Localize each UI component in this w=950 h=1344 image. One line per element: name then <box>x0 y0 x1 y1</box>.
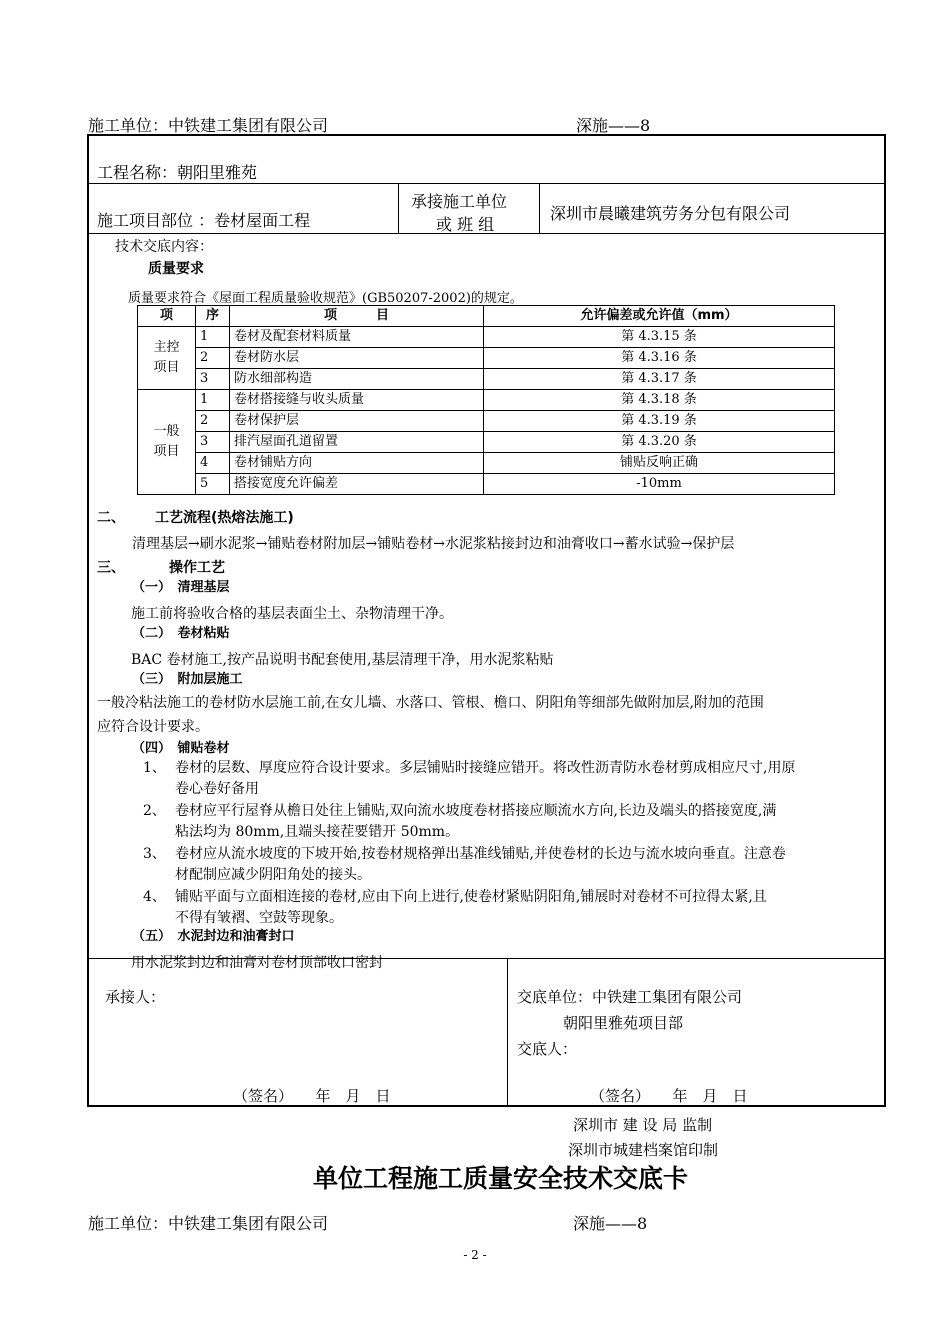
header-code: 深施——8 <box>576 116 651 135</box>
list-item-line: 铺贴平面与立面相连接的卷材,应由下向上进行,使卷材紧贴阴阳角,铺展时对卷材不可拉得太紧,且 <box>175 889 767 905</box>
issuer-person-label: 交底人： <box>517 1040 578 1058</box>
item-cell: 卷材防水层 <box>230 348 484 369</box>
item-cell: 卷材及配套材料质量 <box>230 327 484 348</box>
footer-print: 深圳市城建档案馆印制 <box>568 1141 719 1159</box>
section3-title: 操作工艺 <box>169 560 225 576</box>
footer-supervise: 深圳市 建 设 局 监制 <box>573 1116 713 1134</box>
list-item-number: 1、 <box>143 760 166 776</box>
section2-text: 清理基层→刷水泥浆→铺贴卷材附加层→铺贴卷材→水泥浆粘接封边和油膏收口→蓄水试验→保护层 <box>132 536 735 552</box>
item-cell: 防水细部构造 <box>230 369 484 390</box>
quality-table <box>137 305 835 495</box>
table-row <box>138 411 835 432</box>
document-title: 单位工程施工质量安全技术交底卡 <box>313 1164 689 1193</box>
sign-date-right: （签名） 年 月 日 <box>590 1087 748 1105</box>
item-cell: 卷材搭接缝与收头质量 <box>230 390 484 411</box>
footer-code: 深施——8 <box>573 1214 648 1233</box>
project-name: 工程名称：朝阳里雅苑 <box>97 163 258 182</box>
table-row <box>138 369 835 390</box>
footer-unit: 施工单位：中铁建工集团有限公司 <box>88 1214 329 1233</box>
table-row <box>138 453 835 474</box>
contractor-label-2: 或 班 组 <box>436 215 495 234</box>
sub5-title: （五） 水泥封边和油膏封口 <box>132 929 295 944</box>
table-row <box>138 432 835 453</box>
sub1-text: 施工前将验收合格的基层表面尘土、杂物清理干净。 <box>131 606 453 622</box>
page-number: - 2 - <box>463 1248 487 1262</box>
value-cell: 第 4.3.18 条 <box>484 390 835 411</box>
group-label-line: 一般 <box>153 424 180 439</box>
list-item-line: 卷材的层数、厚度应符合设计要求。多层铺贴时接缝应错开。将改性沥青防水卷材剪成相应尺寸,用原 <box>175 760 796 776</box>
quality-title: 质量要求 <box>148 261 204 277</box>
issuer-unit: 交底单位：中铁建工集团有限公司 <box>517 988 743 1006</box>
value-cell: -10mm <box>484 474 835 495</box>
list-item-number: 4、 <box>143 889 166 905</box>
list-item-line: 材配制应减少阴阳角处的接头。 <box>175 867 371 883</box>
sub3-text-line2: 应符合设计要求。 <box>97 719 209 735</box>
quality-text: 质量要求符合《屋面工程质量验收规范》(GB50207-2002)的规定。 <box>128 291 523 306</box>
seq-cell: 5 <box>196 474 230 495</box>
sub1-title: （一） 清理基层 <box>132 580 230 595</box>
group-label-line: 主控 <box>153 340 180 355</box>
sub2-text: BAC 卷材施工,按产品说明书配套使用,基层清理干净，用水泥浆粘贴 <box>131 652 554 668</box>
group-label-line: 项目 <box>153 444 180 459</box>
group-label-line: 项目 <box>153 360 180 375</box>
contractor-value: 深圳市晨曦建筑劳务分包有限公司 <box>550 204 791 223</box>
table-row <box>138 348 835 369</box>
table-row <box>138 327 835 348</box>
section2-title: 工艺流程(热熔法施工) <box>155 510 294 526</box>
list-item-line: 不得有皱褶、空鼓等现象。 <box>175 910 343 926</box>
contractor-label-1: 承接施工单位 <box>411 192 508 211</box>
sub2-title: （二） 卷材粘贴 <box>132 626 230 641</box>
value-cell: 第 4.3.19 条 <box>484 411 835 432</box>
value-cell: 铺贴反响正确 <box>484 453 835 474</box>
table-header-row <box>138 306 835 327</box>
list-item-line: 卷心卷好备用 <box>175 781 259 797</box>
project-dept: 施工项目部位 ：卷材屋面工程 <box>97 211 311 230</box>
list-item-number: 2、 <box>143 803 166 819</box>
seq-cell: 4 <box>196 453 230 474</box>
sub4-title: （四） 铺贴卷材 <box>132 741 230 756</box>
table-row <box>138 390 835 411</box>
sub3-text-line1: 一般冷粘法施工的卷材防水层施工前,在女儿墙、水落口、管根、檐口、阴阳角等细部先做附加层,附加的范围 <box>97 695 764 711</box>
list-item-line: 粘法均为 80mm,且端头接茬要错开 50mm。 <box>175 824 460 840</box>
group-label <box>138 327 196 390</box>
sub5-text: 用水泥浆封边和油膏对卷材顶部收口密封 <box>131 955 383 971</box>
header-unit: 施工单位：中铁建工集团有限公司 <box>88 116 329 135</box>
sign-date-left: （签名） 年 月 日 <box>233 1087 391 1105</box>
sub3-title: （三） 附加层施工 <box>132 672 243 687</box>
col-header: 项 目 <box>230 306 484 327</box>
value-cell: 第 4.3.20 条 <box>484 432 835 453</box>
item-cell: 搭接宽度允许偏差 <box>230 474 484 495</box>
seq-cell: 2 <box>196 348 230 369</box>
value-cell: 第 4.3.17 条 <box>484 369 835 390</box>
value-cell: 第 4.3.15 条 <box>484 327 835 348</box>
seq-cell: 3 <box>196 369 230 390</box>
item-cell: 排汽屋面孔道留置 <box>230 432 484 453</box>
section3-number: 三、 <box>97 560 125 576</box>
item-cell: 卷材保护层 <box>230 411 484 432</box>
seq-cell: 1 <box>196 327 230 348</box>
section2-number: 二、 <box>97 510 125 526</box>
col-header: 项 <box>138 306 196 327</box>
col-header: 序 <box>196 306 230 327</box>
list-item-line: 卷材应从流水坡度的下坡开始,按卷材规格弹出基准线铺贴,并使卷材的长边与流水坡向垂直。注意卷 <box>175 846 786 862</box>
list-item-line: 卷材应平行屋脊从檐日处往上铺贴,双向流水坡度卷材搭接应顺流水方向,长边及端头的搭接宽度,满 <box>175 803 777 819</box>
seq-cell: 1 <box>196 390 230 411</box>
content-intro: 技术交底内容： <box>115 239 213 255</box>
table-row <box>138 474 835 495</box>
col-header: 允许偏差或允许值（mm） <box>484 306 835 327</box>
issuer-dept: 朝阳里雅苑项目部 <box>563 1014 684 1032</box>
receiver-label: 承接人： <box>105 988 166 1006</box>
list-item-number: 3、 <box>143 846 166 862</box>
item-cell: 卷材铺贴方向 <box>230 453 484 474</box>
value-cell: 第 4.3.16 条 <box>484 348 835 369</box>
seq-cell: 3 <box>196 432 230 453</box>
seq-cell: 2 <box>196 411 230 432</box>
group-label <box>138 390 196 495</box>
